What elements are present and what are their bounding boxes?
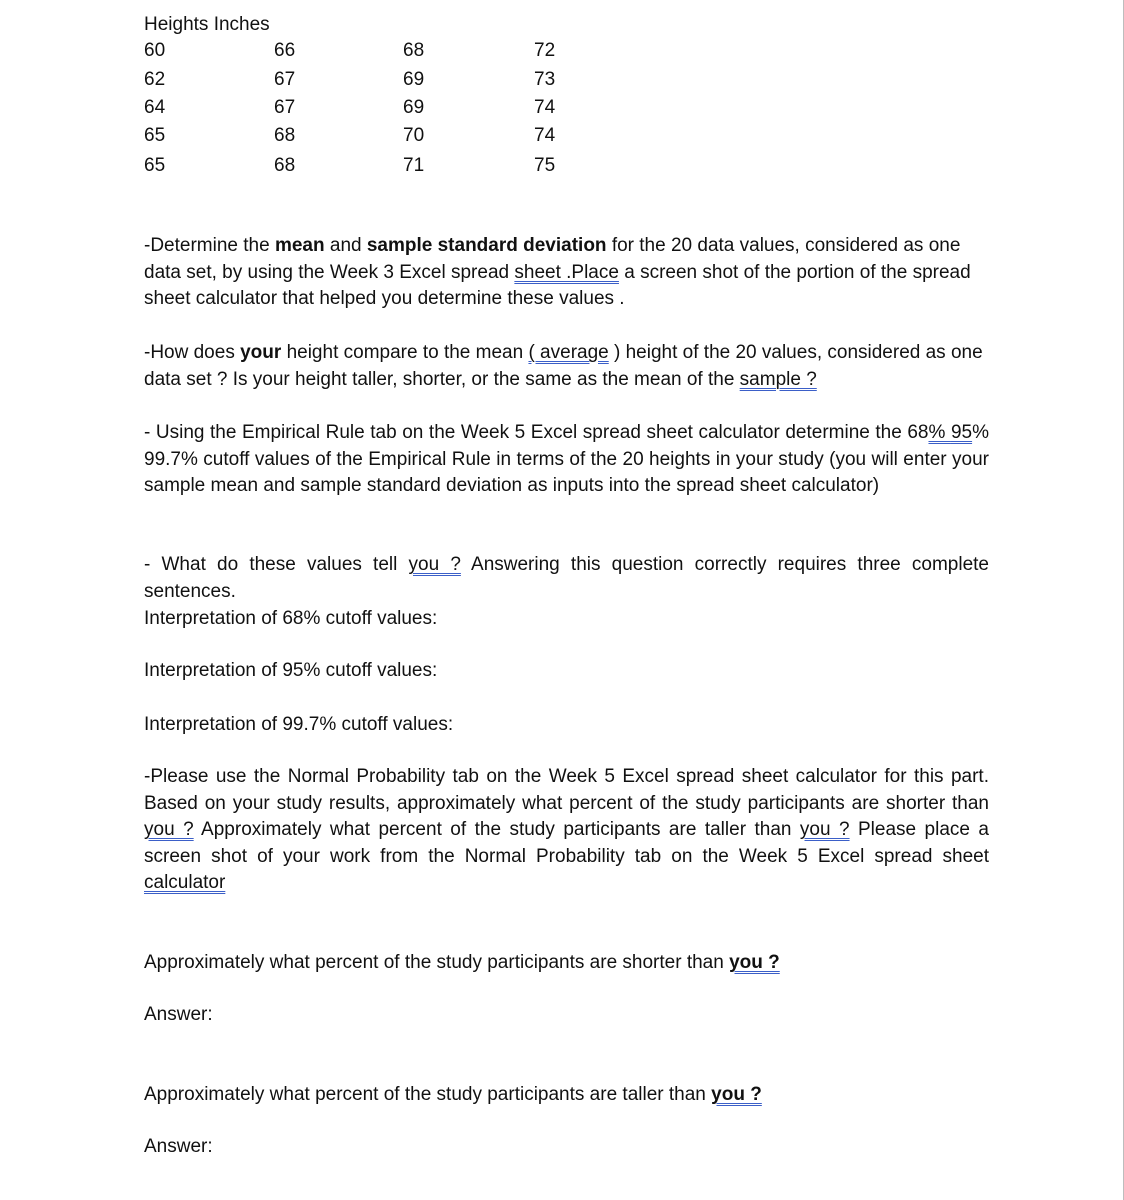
- table-cell: 68: [274, 155, 296, 176]
- table-cell: 74: [534, 97, 556, 118]
- question-shorter: Approximately what percent of the study participants are shorter than you ?: [144, 952, 780, 973]
- instruction-mean-sd: -Determine the mean and sample standard deviation for the 20 data values, considered as one data set, by using the Week 3 Excel spread sheet .Place a screen shot of the portion of the spread sheet calculator that helped you determine these values .: [144, 235, 971, 309]
- table-cell: 74: [534, 125, 556, 146]
- table-cell: 67: [274, 97, 296, 118]
- table-header: Heights Inches: [144, 14, 270, 35]
- question-taller: Approximately what percent of the study participants are taller than you ?: [144, 1084, 762, 1105]
- table-cell: 70: [403, 125, 425, 146]
- table-cell: 73: [534, 69, 556, 90]
- table-cell: 65: [144, 155, 166, 176]
- table-cell: 68: [274, 125, 296, 146]
- table-cell: 64: [144, 97, 166, 118]
- table-cell: 72: [534, 40, 556, 61]
- interpretation-95-label: Interpretation of 95% cutoff values:: [144, 660, 438, 681]
- interpretation-99-7-label: Interpretation of 99.7% cutoff values:: [144, 714, 454, 735]
- table-cell: 62: [144, 69, 166, 90]
- table-cell: 71: [403, 155, 425, 176]
- answer-shorter-label: Answer:: [144, 1004, 213, 1025]
- interpretation-68-label: Interpretation of 68% cutoff values:: [144, 608, 438, 629]
- table-cell: 68: [403, 40, 425, 61]
- table-cell: 75: [534, 155, 556, 176]
- instruction-compare-height: -How does your height compare to the mean ( average ) height of the 20 values, considered as one data set ? Is your height taller, shorter, or the same as the mean of the sample ?: [144, 342, 983, 390]
- answer-taller-label: Answer:: [144, 1136, 213, 1157]
- table-cell: 66: [274, 40, 296, 61]
- table-cell: 65: [144, 125, 166, 146]
- table-cell: 69: [403, 69, 425, 90]
- table-cell: 67: [274, 69, 296, 90]
- instruction-normal-probability: -Please use the Normal Probability tab on the Week 5 Excel spread sheet calculator for this part. Based on your study results, approximately what percent of the study participants are shorter than you ? Approximately what percent of the study participants are taller than you ? Please place a screen shot of your work from the Normal Probability tab on the Week 5 Excel spread sheet calculator: [144, 766, 989, 893]
- instruction-empirical-rule: - Using the Empirical Rule tab on the Week 5 Excel spread sheet calculator determine the 68% 95% 99.7% cutoff values of the Empirical Rule in terms of the 20 heights in your study (you will enter your sample mean and sample standard deviation as inputs into the spread sheet calculator): [144, 422, 989, 496]
- instruction-interpret-values: - What do these values tell you ? Answering this question correctly requires three complete sentences.: [144, 554, 989, 602]
- table-cell: 69: [403, 97, 425, 118]
- table-cell: 60: [144, 40, 166, 61]
